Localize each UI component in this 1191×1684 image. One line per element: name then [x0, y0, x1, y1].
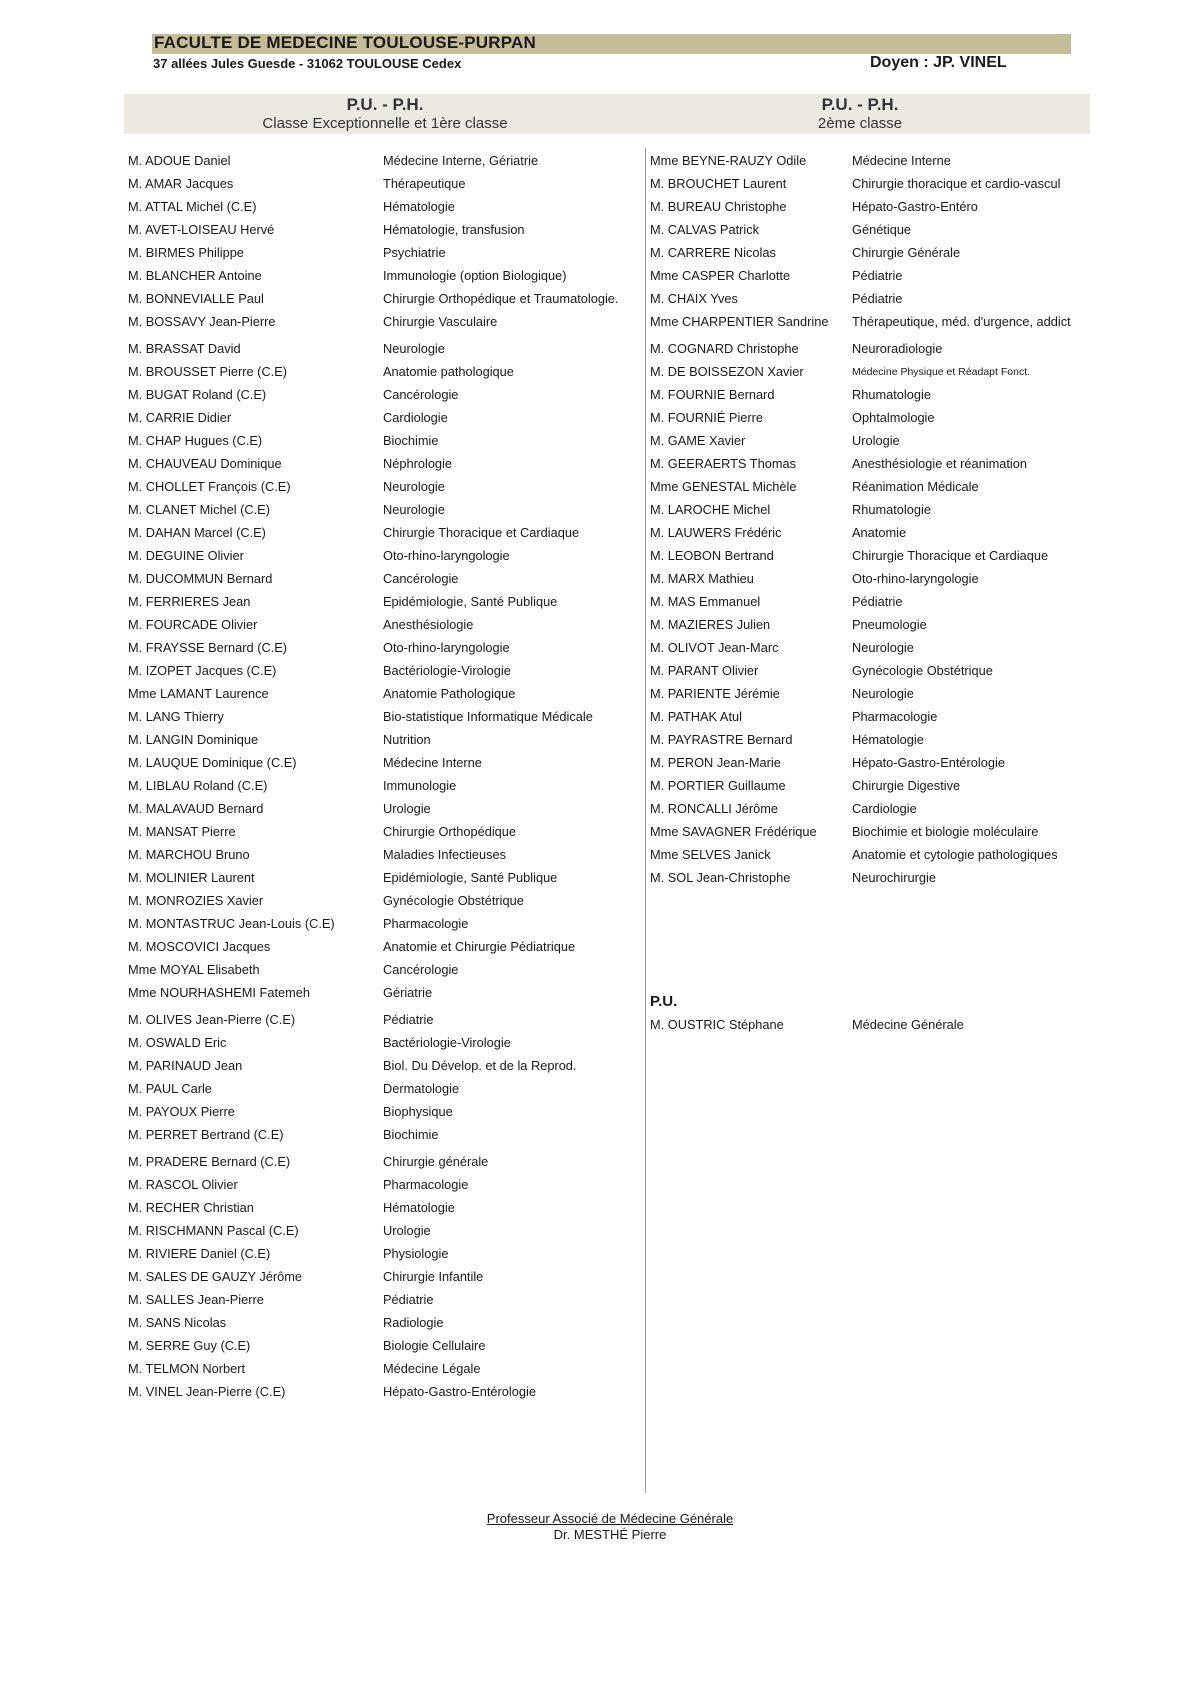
professor-row: [128, 501, 638, 521]
professor-name: M. BUGAT Roland (C.E): [128, 387, 267, 402]
professor-name: M. OLIVES Jean-Pierre (C.E): [128, 1012, 296, 1027]
professor-specialty: Pharmacologie: [383, 1177, 469, 1192]
professor-specialty: Anesthésiologie: [383, 617, 474, 632]
professor-row: [128, 1126, 638, 1146]
professor-specialty: Hépato-Gastro-Entérologie: [383, 1384, 536, 1399]
professor-row: [650, 455, 1080, 475]
professor-name: M. CALVAS Patrick: [650, 222, 760, 237]
professor-row: [650, 152, 1080, 172]
professor-name: M. FERRIERES Jean: [128, 594, 251, 609]
professor-row: [128, 478, 638, 498]
professor-specialty: Cancérologie: [383, 962, 459, 977]
professor-row: [128, 1245, 638, 1265]
professor-specialty: Neurologie: [383, 341, 445, 356]
professor-row: [128, 754, 638, 774]
professor-row: [128, 984, 638, 1004]
professor-specialty: Pharmacologie: [383, 916, 469, 931]
professor-specialty: Neuroradiologie: [852, 341, 943, 356]
professor-name: M. BRASSAT David: [128, 341, 241, 356]
professor-specialty: Chirurgie thoracique et cardio-vascul: [852, 176, 1061, 191]
professor-specialty: Dermatologie: [383, 1081, 460, 1096]
professor-name: M. BROUSSET Pierre (C.E): [128, 364, 288, 379]
professor-name: M. OUSTRIC Stéphane: [650, 1017, 784, 1032]
professor-row: [650, 432, 1080, 452]
professor-name: M. BOSSAVY Jean-Pierre: [128, 314, 276, 329]
professor-name: M. CHOLLET François (C.E): [128, 479, 291, 494]
left-section-subtitle: Classe Exceptionnelle et 1ère classe: [262, 115, 508, 132]
professor-name: M. IZOPET Jacques (C.E): [128, 663, 277, 678]
professor-name: M. MARX Mathieu: [650, 571, 754, 586]
professor-name: M. LAROCHE Michel: [650, 502, 771, 517]
professor-specialty: Réanimation Médicale: [852, 479, 979, 494]
professor-row: [128, 455, 638, 475]
professor-name: M. TELMON Norbert: [128, 1361, 246, 1376]
professor-specialty: Hématologie: [852, 732, 924, 747]
professor-row: [650, 290, 1080, 310]
professor-row: [128, 409, 638, 429]
professor-specialty: Chirurgie Thoracique et Cardiaque: [383, 525, 580, 540]
professor-row: [128, 708, 638, 728]
professor-row: [650, 662, 1080, 682]
professor-name: M. ATTAL Michel (C.E): [128, 199, 257, 214]
professor-name: M. OSWALD Eric: [128, 1035, 227, 1050]
professor-name: M. CARRERE Nicolas: [650, 245, 776, 260]
professor-name: M. COGNARD Christophe: [650, 341, 799, 356]
professor-specialty: Physiologie: [383, 1246, 449, 1261]
professor-name: M. CARRIE Didier: [128, 410, 232, 425]
professor-name: M. SOL Jean-Christophe: [650, 870, 791, 885]
professor-specialty: Cancérologie: [383, 571, 459, 586]
professor-name: M. PATHAK Atul: [650, 709, 742, 724]
professor-specialty: Neurologie: [383, 502, 445, 517]
professor-row: [128, 1291, 638, 1311]
column-divider: [645, 148, 646, 1493]
professor-specialty: Oto-rhino-laryngologie: [383, 640, 510, 655]
professor-row: [650, 731, 1080, 751]
professor-row: [128, 1314, 638, 1334]
professor-name: M. LAUWERS Frédéric: [650, 525, 782, 540]
professor-row: [128, 616, 638, 636]
professor-name: M. FOURNIE Bernard: [650, 387, 775, 402]
professor-row: [128, 938, 638, 958]
professor-row: [650, 846, 1080, 866]
professor-row: [650, 386, 1080, 406]
professor-specialty: Chirurgie Infantile: [383, 1269, 484, 1284]
professor-name: M. SALLES Jean-Pierre: [128, 1292, 264, 1307]
professor-name: M. MARCHOU Bruno: [128, 847, 250, 862]
professor-row: [650, 593, 1080, 613]
professor-specialty: Pédiatrie: [852, 291, 903, 306]
professor-row: [128, 432, 638, 452]
professor-specialty: Pédiatrie: [852, 594, 903, 609]
professor-name: M. LANGIN Dominique: [128, 732, 259, 747]
professor-row: [128, 221, 638, 241]
professor-specialty: Chirurgie Digestive: [852, 778, 961, 793]
professor-row: [128, 1337, 638, 1357]
professor-row: [128, 1011, 638, 1031]
professor-specialty: Hépato-Gastro-Entérologie: [852, 755, 1005, 770]
professor-specialty: Pédiatrie: [383, 1292, 434, 1307]
professor-specialty: Immunologie: [383, 778, 457, 793]
professor-name: M. MAZIERES Julien: [650, 617, 771, 632]
professor-name: Mme CHARPENTIER Sandrine: [650, 314, 829, 329]
professor-specialty: Hépato-Gastro-Entéro: [852, 199, 978, 214]
right-section-subtitle: 2ème classe: [817, 115, 903, 132]
professor-row: [650, 478, 1080, 498]
professor-row: [650, 363, 1080, 383]
professor-specialty: Nutrition: [383, 732, 431, 747]
professor-name: Mme LAMANT Laurence: [128, 686, 269, 701]
professor-specialty: Gynécologie Obstétrique: [383, 893, 524, 908]
professor-specialty: Psychiatrie: [383, 245, 446, 260]
professor-specialty: Génétique: [852, 222, 912, 237]
professor-row: [128, 244, 638, 264]
professor-specialty: Cardiologie: [383, 410, 448, 425]
professor-row: [128, 152, 638, 172]
professor-name: M. DUCOMMUN Bernard: [128, 571, 273, 586]
professor-row: [650, 409, 1080, 429]
professor-specialty: Hématologie: [383, 199, 455, 214]
professor-row: [128, 662, 638, 682]
professor-specialty: Gynécologie Obstétrique: [852, 663, 993, 678]
professor-specialty: Chirurgie Thoracique et Cardiaque: [852, 548, 1049, 563]
professor-name: Mme CASPER Charlotte: [650, 268, 791, 283]
professor-name: M. BIRMES Philippe: [128, 245, 244, 260]
professor-row: [650, 313, 1080, 333]
professor-row: [650, 823, 1080, 843]
professor-specialty: Médecine Interne: [383, 755, 482, 770]
professor-name: M. LIBLAU Roland (C.E): [128, 778, 268, 793]
professor-row: [650, 267, 1080, 287]
professor-specialty: Hématologie: [383, 1200, 455, 1215]
professor-name: M. PARANT Olivier: [650, 663, 759, 678]
professor-row: [128, 198, 638, 218]
professor-row: [128, 175, 638, 195]
professor-name: M. RONCALLI Jérôme: [650, 801, 779, 816]
professor-specialty: Anatomie: [852, 525, 907, 540]
professor-row: [128, 363, 638, 383]
professor-name: M. FOURCADE Olivier: [128, 617, 258, 632]
professor-name: M. CHAIX Yves: [650, 291, 738, 306]
professor-name: M. RISCHMANN Pascal (C.E): [128, 1223, 299, 1238]
professor-name: M. CLANET Michel (C.E): [128, 502, 270, 517]
professor-specialty: Oto-rhino-laryngologie: [852, 571, 979, 586]
professor-name: M. MALAVAUD Bernard: [128, 801, 264, 816]
professor-specialty: Neurochirurgie: [852, 870, 936, 885]
professor-specialty: Pneumologie: [852, 617, 927, 632]
professor-name: M. BONNEVIALLE Paul: [128, 291, 264, 306]
professor-specialty: Médecine Générale: [852, 1017, 964, 1032]
professor-name: M. PRADERE Bernard (C.E): [128, 1154, 291, 1169]
professor-name: M. PAUL Carle: [128, 1081, 212, 1096]
professor-specialty: Gériatrie: [383, 985, 433, 1000]
professor-specialty: Médecine Légale: [383, 1361, 481, 1376]
associate-professor-title: Professeur Associé de Médecine Générale: [486, 1511, 734, 1526]
professor-row: [128, 290, 638, 310]
professor-specialty: Biophysique: [383, 1104, 453, 1119]
professor-row: [128, 777, 638, 797]
professor-name: M. PERON Jean-Marie: [650, 755, 781, 770]
professor-row: [128, 313, 638, 333]
professor-row: [128, 685, 638, 705]
professor-name: M. VINEL Jean-Pierre (C.E): [128, 1384, 286, 1399]
professor-row: [650, 754, 1080, 774]
professor-row: [128, 1057, 638, 1077]
professor-specialty: Rhumatologie: [852, 502, 931, 517]
professor-row: [128, 731, 638, 751]
professor-name: M. SALES DE GAUZY Jérôme: [128, 1269, 302, 1284]
professor-name: M. DE BOISSEZON Xavier: [650, 364, 804, 379]
professor-specialty: Rhumatologie: [852, 387, 931, 402]
professor-name: M. AVET-LOISEAU Hervé: [128, 222, 275, 237]
professor-name: M. LANG Thierry: [128, 709, 224, 724]
professor-row: [128, 639, 638, 659]
professor-name: Mme SAVAGNER Frédérique: [650, 824, 817, 839]
professor-name: M. OLIVOT Jean-Marc: [650, 640, 779, 655]
professor-specialty: Anatomie et cytologie pathologiques: [852, 847, 1058, 862]
professor-row: [128, 386, 638, 406]
professor-name: M. ADOUE Daniel: [128, 153, 231, 168]
professor-specialty: Bio-statistique Informatique Médicale: [383, 709, 593, 724]
associate-professor-name: Dr. MESTHÉ Pierre: [553, 1527, 667, 1542]
professor-row: [650, 777, 1080, 797]
professor-name: M. GAME Xavier: [650, 433, 746, 448]
professor-row: [128, 1153, 638, 1173]
professor-row: [650, 570, 1080, 590]
professor-row: [128, 1268, 638, 1288]
professor-row: [128, 892, 638, 912]
professor-row: [650, 175, 1080, 195]
professor-row: [650, 244, 1080, 264]
professor-specialty: Néphrologie: [383, 456, 453, 471]
professor-specialty: Pédiatrie: [852, 268, 903, 283]
professor-name: M. GEERAERTS Thomas: [650, 456, 797, 471]
professor-row: [128, 1103, 638, 1123]
professor-name: M. FRAYSSE Bernard (C.E): [128, 640, 288, 655]
professor-row: [650, 547, 1080, 567]
professor-name: M. MOSCOVICI Jacques: [128, 939, 271, 954]
professor-row: [650, 708, 1080, 728]
professor-specialty: Radiologie: [383, 1315, 444, 1330]
professor-name: Mme BEYNE-RAUZY Odile: [650, 153, 807, 168]
professor-specialty: Biologie Cellulaire: [383, 1338, 486, 1353]
professor-row: [650, 639, 1080, 659]
professor-name: M. RASCOL Olivier: [128, 1177, 238, 1192]
professor-specialty: Anesthésiologie et réanimation: [852, 456, 1028, 471]
professor-name: M. DEGUINE Olivier: [128, 548, 244, 563]
professor-row: [650, 869, 1080, 889]
professor-specialty: Bactériologie-Virologie: [383, 663, 511, 678]
professor-specialty: Thérapeutique: [383, 176, 466, 191]
professor-name: M. CHAUVEAU Dominique: [128, 456, 282, 471]
professor-name: M. BUREAU Christophe: [650, 199, 787, 214]
professor-specialty: Chirurgie Vasculaire: [383, 314, 498, 329]
professor-row: [650, 685, 1080, 705]
professor-specialty: Urologie: [383, 801, 431, 816]
professor-row: [128, 1176, 638, 1196]
professor-row: [128, 1034, 638, 1054]
professor-name: M. PERRET Bertrand (C.E): [128, 1127, 284, 1142]
professor-row: [128, 340, 638, 360]
professor-specialty: Biochimie: [383, 433, 439, 448]
professor-row: [128, 570, 638, 590]
professor-row: [128, 1383, 638, 1403]
professor-specialty: Cardiologie: [852, 801, 917, 816]
professor-specialty: Urologie: [852, 433, 900, 448]
professor-row: [128, 524, 638, 544]
professor-specialty: Oto-rhino-laryngologie: [383, 548, 510, 563]
professor-specialty: Neurologie: [852, 640, 914, 655]
professor-name: M. MOLINIER Laurent: [128, 870, 255, 885]
professor-row: [650, 198, 1080, 218]
professor-name: M. FOURNIÉ Pierre: [650, 410, 764, 425]
professor-row: [128, 823, 638, 843]
professor-specialty: Biochimie et biologie moléculaire: [852, 824, 1039, 839]
professor-specialty: Chirurgie Orthopédique: [383, 824, 517, 839]
professor-name: M. CHAP Hugues (C.E): [128, 433, 263, 448]
professor-specialty: Biol. Du Dévelop. et de la Reprod.: [383, 1058, 577, 1073]
professor-row: [128, 869, 638, 889]
professor-specialty: Hématologie, transfusion: [383, 222, 525, 237]
professor-name: M. PORTIER Guillaume: [650, 778, 786, 793]
professor-name: M. PARINAUD Jean: [128, 1058, 243, 1073]
professor-name: M. PAYOUX Pierre: [128, 1104, 235, 1119]
professor-specialty: Immunologie (option Biologique): [383, 268, 567, 283]
professor-name: M. MONROZIES Xavier: [128, 893, 264, 908]
professor-specialty: Chirurgie Orthopédique et Traumatologie.: [383, 291, 619, 306]
professor-row: [128, 267, 638, 287]
professor-specialty: Chirurgie générale: [383, 1154, 489, 1169]
professor-name: M. RECHER Christian: [128, 1200, 254, 1215]
professor-row: [650, 221, 1080, 241]
professor-row: [650, 800, 1080, 820]
professor-row: [128, 1199, 638, 1219]
pu-section-title: P.U.: [650, 993, 678, 1010]
professor-row: [128, 846, 638, 866]
professor-name: Mme MOYAL Elisabeth: [128, 962, 260, 977]
professor-row: [650, 524, 1080, 544]
professor-row: [650, 340, 1080, 360]
professor-name: Mme NOURHASHEMI Fatemeh: [128, 985, 311, 1000]
professor-specialty: Anatomie Pathologique: [383, 686, 516, 701]
professor-name: M. AMAR Jacques: [128, 176, 234, 191]
professor-name: M. PARIENTE Jérémie: [650, 686, 780, 701]
professor-specialty: Neurologie: [383, 479, 445, 494]
professor-specialty: Anatomie et Chirurgie Pédiatrique: [383, 939, 576, 954]
professor-row: [650, 616, 1080, 636]
professor-specialty: Urologie: [383, 1223, 431, 1238]
professor-name: Mme SELVES Janick: [650, 847, 771, 862]
professor-specialty: Pharmacologie: [852, 709, 938, 724]
professor-name: M. LEOBON Bertrand: [650, 548, 774, 563]
professor-name: M. BLANCHER Antoine: [128, 268, 262, 283]
professor-row: [128, 961, 638, 981]
faculty-title: FACULTE DE MEDECINE TOULOUSE-PURPAN: [154, 33, 536, 52]
professor-specialty: Ophtalmologie: [852, 410, 935, 425]
right-section-title: P.U. - P.H.: [821, 95, 899, 114]
professor-row: [128, 593, 638, 613]
professor-name: M. LAUQUE Dominique (C.E): [128, 755, 297, 770]
professor-specialty: Médecine Interne, Gériatrie: [383, 153, 539, 168]
professor-name: M. MANSAT Pierre: [128, 824, 236, 839]
professor-specialty: Anatomie pathologique: [383, 364, 514, 379]
professor-name: M. PAYRASTRE Bernard: [650, 732, 793, 747]
professor-specialty: Neurologie: [852, 686, 914, 701]
dean-label: Doyen : JP. VINEL: [870, 54, 1007, 71]
professor-name: M. MONTASTRUC Jean-Louis (C.E): [128, 916, 335, 931]
professor-row: [128, 547, 638, 567]
professor-name: M. SANS Nicolas: [128, 1315, 227, 1330]
professor-name: M. RIVIERE Daniel (C.E): [128, 1246, 271, 1261]
pu-list-item: [650, 1016, 1070, 1036]
professor-name: M. SERRE Guy (C.E): [128, 1338, 251, 1353]
faculty-address: 37 allées Jules Guesde - 31062 TOULOUSE Cedex: [153, 56, 462, 71]
professor-row: [650, 501, 1080, 521]
left-section-title: P.U. - P.H.: [346, 95, 424, 114]
professor-specialty: Biochimie: [383, 1127, 439, 1142]
professor-specialty: Pédiatrie: [383, 1012, 434, 1027]
professor-row: [128, 800, 638, 820]
professor-specialty: Thérapeutique, méd. d'urgence, addict: [852, 314, 1071, 329]
professor-row: [128, 915, 638, 935]
professor-specialty: Médecine Interne: [852, 153, 951, 168]
professor-specialty: Epidémiologie, Santé Publique: [383, 870, 558, 885]
professor-specialty: Médecine Physique et Réadapt Fonct.: [852, 366, 1031, 378]
professor-specialty: Epidémiologie, Santé Publique: [383, 594, 558, 609]
professor-specialty: Bactériologie-Virologie: [383, 1035, 511, 1050]
professor-name: M. MAS Emmanuel: [650, 594, 761, 609]
professor-row: [128, 1360, 638, 1380]
professor-row: [128, 1080, 638, 1100]
professor-name: M. DAHAN Marcel (C.E): [128, 525, 266, 540]
professor-name: M. BROUCHET Laurent: [650, 176, 787, 191]
professor-row: [128, 1222, 638, 1242]
professor-specialty: Maladies Infectieuses: [383, 847, 507, 862]
professor-specialty: Chirurgie Générale: [852, 245, 961, 260]
professor-name: Mme GENESTAL Michèle: [650, 479, 797, 494]
professor-specialty: Cancérologie: [383, 387, 459, 402]
